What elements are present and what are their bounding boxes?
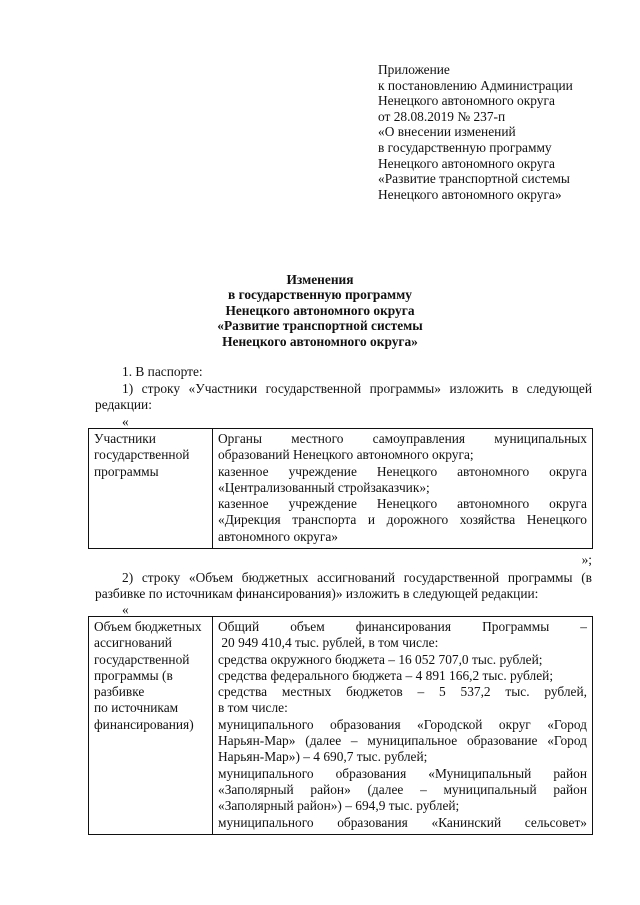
content-line: Нарьян-Мар» (далее – муниципальное образование «Город	[218, 733, 587, 749]
content-line: средства окружного бюджета – 16 052 707,0 тыс. рублей;	[218, 651, 543, 667]
content-line: «Заполярный район») – 694,9 тыс. рублей;	[218, 798, 460, 814]
label-line: разбивке	[94, 684, 145, 700]
appendix-line: «Развитие транспортной системы	[378, 171, 570, 187]
open-quote-2: «	[122, 602, 129, 617]
budget-content-cell	[213, 617, 593, 835]
content-line: автономного округа»	[218, 528, 338, 544]
participants-content-cell	[213, 429, 593, 549]
appendix-header	[378, 62, 618, 202]
content-line: 20 949 410,4 тыс. рублей, в том числе:	[218, 635, 439, 651]
budget-label-cell	[89, 617, 213, 835]
label-line: Объем бюджетных	[94, 619, 202, 634]
table-row	[89, 617, 593, 835]
document-title	[0, 272, 640, 349]
content-line: казенное учреждение Ненецкого автономного округа	[218, 496, 587, 512]
participants-label-cell	[89, 429, 213, 549]
participants-table	[88, 428, 593, 549]
content-line: «Дирекция транспорта и дорожного хозяйства Ненецкого	[218, 512, 587, 528]
appendix-line: от 28.08.2019 № 237-п	[378, 108, 506, 124]
appendix-line: Ненецкого автономного округа»	[378, 186, 562, 202]
content-line: муниципального образования «Муниципальный район	[218, 765, 587, 781]
content-line: «Заполярный район» (далее – муниципальный район	[218, 781, 587, 797]
appendix-line: к постановлению Администрации	[378, 77, 573, 93]
content-line: средства федерального бюджета – 4 891 166,2 тыс. рублей;	[218, 667, 554, 683]
open-quote-1: «	[122, 414, 129, 429]
title-line: в государственную программу	[228, 287, 412, 303]
appendix-line: «О внесении изменений	[378, 124, 516, 140]
budget-table	[88, 616, 593, 835]
paragraph-item-1: 1. В паспорте:	[122, 364, 203, 379]
close-quote-1: »;	[581, 552, 592, 567]
content-line: муниципального образования «Канинский сельсовет»	[218, 814, 587, 830]
label-line: программы	[94, 463, 159, 479]
label-line: государственной	[94, 447, 190, 463]
table-row	[89, 429, 593, 549]
appendix-line: Ненецкого автономного округа	[378, 93, 555, 109]
paragraph-item-1-1: 1) строку «Участники государственной программы» изложить в следующей редакции:	[95, 381, 592, 412]
paragraph-item-1-2: 2) строку «Объем бюджетных ассигнований государственной программы (в разбивке по источникам финансирования)» изложить в следующей редакции:	[95, 570, 592, 601]
appendix-line: в государственную программу	[378, 139, 552, 155]
label-line: государственной	[94, 651, 190, 667]
label-line: Участники	[94, 431, 156, 446]
label-line: ассигнований	[94, 635, 172, 651]
title-line: Ненецкого автономного округа	[225, 302, 415, 318]
content-line: муниципального образования «Городской округ «Город	[218, 716, 587, 732]
title-line: Ненецкого автономного округа»	[222, 333, 418, 349]
title-line: Изменения	[286, 272, 354, 287]
title-line: «Развитие транспортной системы	[217, 318, 423, 334]
content-line: Общий объем финансирования Программы –	[218, 619, 587, 634]
content-line: Органы местного самоуправления муниципальных	[218, 431, 587, 446]
appendix-line: Ненецкого автономного округа	[378, 155, 555, 171]
content-line: средства местных бюджетов – 5 537,2 тыс. рублей,	[218, 684, 587, 700]
label-line: финансирования)	[94, 716, 194, 732]
appendix-line: Приложение	[378, 62, 450, 77]
label-line: программы (в	[94, 667, 173, 683]
content-line: казенное учреждение Ненецкого автономного округа	[218, 463, 587, 479]
content-line: «Централизованный стройзаказчик»;	[218, 479, 430, 495]
content-line: Нарьян-Мар») – 4 690,7 тыс. рублей;	[218, 749, 428, 765]
content-line: образований Ненецкого автономного округа;	[218, 447, 474, 463]
label-line: по источникам	[94, 700, 179, 716]
content-line: в том числе:	[218, 700, 288, 716]
